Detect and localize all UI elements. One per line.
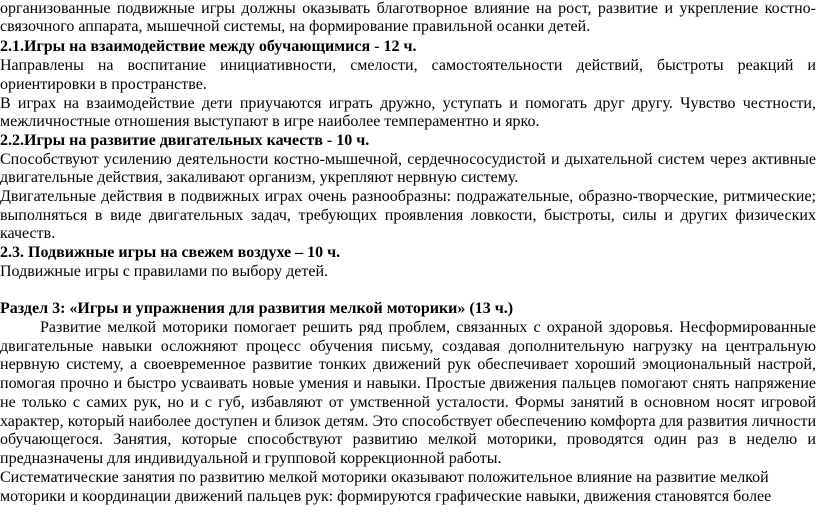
text-line: Двигательные действия в подвижных играх очень разнообразны: подражательные, образно-творческие, ритмические; xyxy=(0,188,816,205)
section-heading: 2.3. Подвижные игры на свежем воздухе – 10 ч. xyxy=(0,244,341,261)
text-line: связочного аппарата, мышечной системы, на формирование правильной осанки детей. xyxy=(0,18,591,35)
text-line: моторики и координации движений пальцев рук: формируются графические навыки, движения становятся более xyxy=(0,488,772,505)
text-line: обучающегося. Занятия, которые способствуют развитию мелкой моторики, проводятся один раз в неделю и xyxy=(0,431,816,448)
text-line: двигательные навыки осложняют процесс обучения письму, создавая дополнительную нагрузку на центральную xyxy=(0,338,816,355)
text-line: нервную систему, а своевременное развитие тонких движений рук обеспечивает хороший эмоциональный настрой, xyxy=(0,356,816,373)
chapter-heading: Раздел 3: «Игры и упражнения для развития мелкой моторики» (13 ч.) xyxy=(0,300,514,317)
text-line: В играх на взаимодействие дети приучаются играть дружно, уступать и помогать друг другу. Чувство честности, xyxy=(0,95,816,112)
text-line: Систематические занятия по развитию мелкой моторики оказывают положительное влияние на развитие мелкой xyxy=(0,469,769,486)
text-line: выполняться в виде двигательных задач, требующих проявления ловкости, быстроты, силы и других физических xyxy=(0,207,816,224)
text-line: помогая прочно и быстро усваивать новые умения и навыки. Простые движения пальцев помогают снять напряжение xyxy=(0,375,816,392)
text-line: Развитие мелкой моторики помогает решить ряд проблем, связанных с охраной здоровья. Несформированные xyxy=(40,319,816,336)
text-line: Подвижные игры с правилами по выбору детей. xyxy=(0,263,329,280)
text-line: Способствуют усилению деятельности костно-мышечной, сердечнососудистой и дыхательной систем через активные xyxy=(0,151,816,168)
section-heading: 2.2.Игры на развитие двигательных качеств - 10 ч. xyxy=(0,132,370,149)
text-line: организованные подвижные игры должны оказывать благотворное влияние на рост, развитие и укрепление костно- xyxy=(0,0,816,17)
text-line: качеств. xyxy=(0,225,56,242)
text-line: характер, который наиболее доступен и близок детям. Это способствует обеспечению комфорта для развития личности xyxy=(0,413,816,430)
text-line: межличностные отношения выступают в игре наиболее темпераментно и ярко. xyxy=(0,113,540,130)
section-heading: 2.1.Игры на взаимодействие между обучающимися - 12 ч. xyxy=(0,38,417,55)
text-line: предназначены для индивидуальной и групповой коррекционной работы. xyxy=(0,450,502,467)
text-line: Направлены на воспитание инициативности, смелости, самостоятельности действий, быстроты реакций и xyxy=(0,57,816,74)
text-line: двигательные действия, закаливают организм, укрепляют нервную систему. xyxy=(0,169,519,186)
text-line: ориентировки в пространстве. xyxy=(0,76,207,93)
text-line: не только с самих рук, но и с губ, избавляют от умственной усталости. Формы занятий в основном носят игровой xyxy=(0,394,816,411)
